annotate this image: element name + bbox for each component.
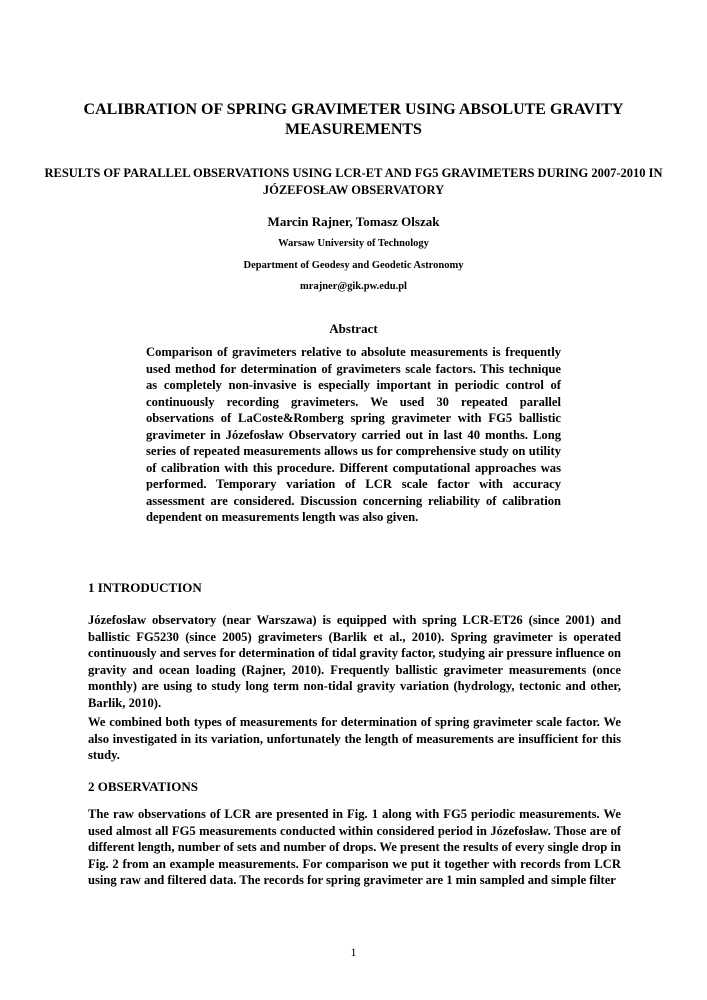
introduction-paragraph-2: We combined both types of measurements for determination of spring gravimeter scale factor. We also investigated in its variation, unfortunately the length of measurements are insufficient for this study. bbox=[88, 715, 621, 762]
abstract-text: Comparison of gravimeters relative to absolute measurements is frequently used method for determination of gravimeters scale factors. This technique as completely non-invasive is especially important in periodic control of continuously recording gravimeters. We used 30 repeated parallel observations of LaCoste&Romberg spring gravimeter with FG5 ballistic gravimeter in Józefosław Observatory carried out in last 40 months. Long series of repeated measurements allows us for comprehensive study on utility of calibration with this procedure. Different computational approaches was performed. Temporary variation of LCR scale factor with accuracy assessment are considered. Discussion concerning reliability of calibration dependent on measurements length was also given. bbox=[146, 345, 561, 524]
affiliation-university: Warsaw University of Technology bbox=[278, 238, 429, 249]
introduction-paragraph-1: Józefosław observatory (near Warszawa) is equipped with spring LCR-ET26 (since 2001) and ballistic FG5230 (since 2005) gravimeters (Barlik et al., 2010). Spring gravimeter is operated continuously and serves for determination of tidal gravity factor, studying air pressure influence on gravity and ocean loading (Rajner, 2010). Frequently ballistic gravimeter measurements (once monthly) are using to study long term non-tidal gravity variation (hydrology, tectonic and other, Barlik, 2010). bbox=[88, 613, 621, 710]
paper-subtitle: RESULTS OF PARALLEL OBSERVATIONS USING LCR-ET AND FG5 GRAVIMETERS DURING 2007-2010 IN JÓZEFOSŁAW OBSERVATORY bbox=[44, 166, 663, 197]
page-number: 1 bbox=[350, 945, 357, 959]
paper-title: CALIBRATION OF SPRING GRAVIMETER USING ABSOLUTE GRAVITY MEASUREMENTS bbox=[83, 101, 624, 138]
author-email: mrajner@gik.pw.edu.pl bbox=[300, 281, 407, 292]
observations-paragraph-1: The raw observations of LCR are presented in Fig. 1 along with FG5 periodic measurements. We used almost all FG5 measurements conducted within considered period in Józefosław. Those are of different length, number of sets and number of drops. We present the results of every single drop in Fig. 2 from an example measurements. For comparison we put it together with records from LCR using raw and filtered data. The records for spring gravimeter are 1 min sampled and simple filter bbox=[88, 807, 621, 887]
section-heading-observations: 2 OBSERVATIONS bbox=[88, 779, 198, 794]
abstract-heading: Abstract bbox=[329, 321, 378, 336]
section-heading-introduction: 1 INTRODUCTION bbox=[88, 580, 202, 595]
affiliation-department: Department of Geodesy and Geodetic Astronomy bbox=[243, 260, 464, 271]
author-names: Marcin Rajner, Tomasz Olszak bbox=[267, 214, 440, 229]
